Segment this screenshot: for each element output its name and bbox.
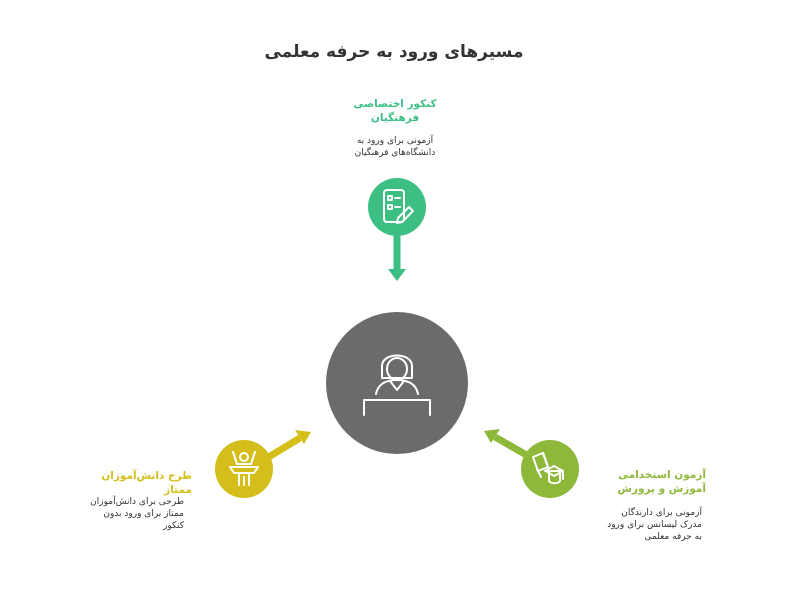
right-node-circle	[521, 440, 579, 498]
top-connector	[388, 232, 406, 281]
celebrating-student-icon	[215, 440, 273, 498]
right-node-title: آزمون استخدامی آموزش و پرورش	[617, 469, 706, 495]
left-node-description: طرحی برای دانش‌آموزان ممتاز برای ورود بدون کنکور	[90, 497, 184, 531]
top-node-title: کنکور اختصاصی فرهنگیان	[353, 98, 437, 124]
left-node-circle	[215, 440, 273, 498]
left-node-title: طرح دانش‌آموزان ممتاز	[101, 470, 192, 496]
diagram-title: مسیرهای ورود به حرفه معلمی	[264, 42, 524, 62]
megaphone-graduation-cap-icon	[521, 440, 579, 498]
teacher-icon	[326, 312, 468, 454]
top-node-description: آزمونی برای ورود به دانشگاه‌های فرهنگیان	[354, 136, 436, 158]
center-node	[326, 312, 468, 454]
checklist-pencil-icon	[368, 178, 426, 236]
top-node-circle	[368, 178, 426, 236]
right-node-description: آزمونی برای دارندگان مدرک لیسانس برای ورود به حرفه معلمی	[607, 508, 702, 542]
left-connector	[267, 430, 311, 458]
